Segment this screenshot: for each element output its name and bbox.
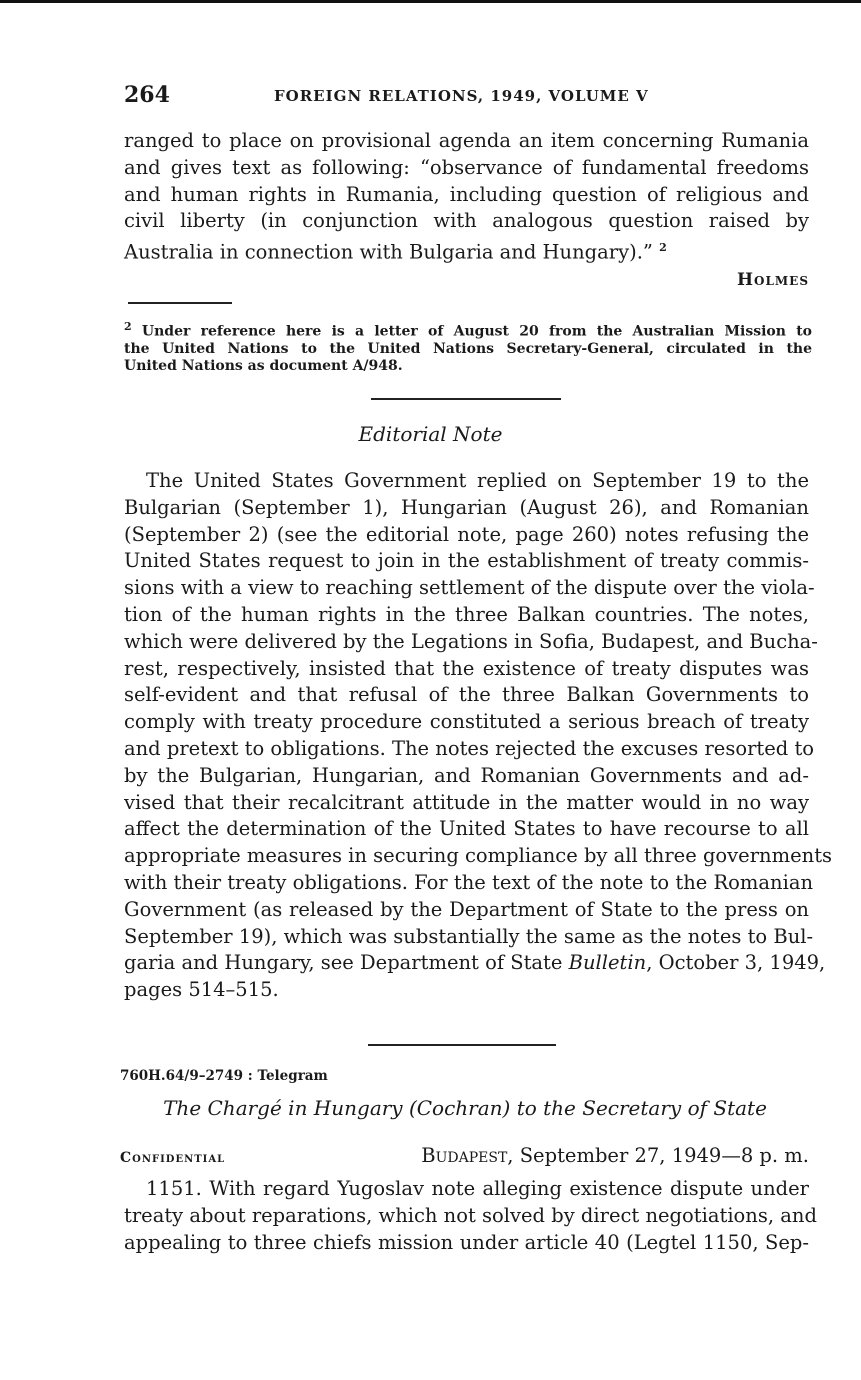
text-line: civil liberty (in conjunction with analogous question raised by (124, 209, 809, 233)
editorial-paragraph (124, 468, 833, 1004)
footnote-line (124, 318, 812, 341)
text-line: self-evident and that refusal of the three Balkan Governments to (124, 683, 809, 707)
intro-paragraph (124, 128, 809, 266)
text-line-start: garia and Hungary, see Department of State (124, 951, 569, 975)
text-line: appealing to three chiefs mission under article 40 (Legtel 1150, Sep- (124, 1230, 809, 1254)
classification: Confidential (120, 1150, 226, 1166)
editorial-note-title: Editorial Note (358, 422, 503, 446)
bulletin-title: Bulletin (568, 951, 647, 975)
footnote-line: the United Nations to the United Nations Secretary-General, circulated in the (124, 340, 812, 357)
text-line: appropriate measures in securing compliance by all three governments (124, 844, 833, 868)
section-divider (368, 1044, 556, 1046)
section-divider (371, 398, 561, 400)
text-line: with their treaty obligations. For the text of the note to the Romanian (124, 870, 814, 894)
footnote (124, 318, 812, 375)
place-date (421, 1144, 809, 1167)
document-title: The Chargé in Hungary (Cochran) to the Secretary of State (163, 1096, 767, 1120)
text-line: sions with a view to reaching settlement of the dispute over the viola- (124, 576, 815, 600)
text-line: The United States Government replied on September 19 to the (146, 469, 809, 492)
page-number: 264 (124, 82, 170, 108)
text-line: Bulgarian (September 1), Hungarian (August 26), and Romanian (124, 495, 809, 519)
text-line (124, 235, 809, 266)
text-line (124, 950, 826, 977)
text-line: treaty about reparations, which not solved by direct negotiations, and (124, 1203, 817, 1227)
date: , September 27, 1949—8 p. m. (507, 1144, 809, 1167)
text-line: September 19), which was substantially the same as the notes to Bul- (124, 924, 814, 948)
place: Budapest (421, 1144, 508, 1167)
footnote-line: United Nations as document A/948. (124, 357, 403, 374)
text-line: and human rights in Rumania, including question of religious and (124, 182, 809, 206)
footnote-line-content: Under reference here is a letter of August 20 from the Australian Mission to (141, 323, 812, 340)
text-line: and pretext to obligations. The notes rejected the excuses resorted to (124, 736, 815, 760)
text-line: United States request to join in the establishment of treaty commis- (124, 549, 809, 573)
text-line: tion of the human rights in the three Balkan countries. The notes, (124, 602, 809, 626)
footnote-rule (128, 302, 232, 304)
running-head: FOREIGN RELATIONS, 1949, VOLUME V (274, 87, 649, 105)
text-line: and gives text as following: “observance of fundamental freedoms (124, 155, 809, 179)
text-line: pages 514–515. (124, 978, 279, 1002)
text-line: 1151. With regard Yugoslav note alleging existence dispute under (146, 1177, 809, 1200)
text-line: comply with treaty procedure constituted a serious breach of treaty (124, 710, 809, 734)
file-number: 760H.64/9–2749 : Telegram (120, 1068, 328, 1084)
signature: Holmes (736, 270, 809, 290)
text-line: affect the determination of the United States to have recourse to all (124, 817, 809, 841)
footnote-marker: 2 (124, 320, 132, 333)
text-line: which were delivered by the Legations in Sofia, Budapest, and Bucha- (124, 629, 818, 653)
page-header (124, 82, 814, 112)
page-top-rule (0, 0, 861, 3)
text-line: vised that their recalcitrant attitude in the matter would in no way (124, 790, 809, 814)
text-line: Government (as released by the Department of State to the press on (124, 897, 809, 921)
text-line: (September 2) (see the editorial note, page 260) notes refusing the (124, 522, 809, 546)
footnote-reference: 2 (659, 241, 667, 255)
telegram-body (124, 1176, 817, 1256)
text-line: rest, respectively, insisted that the existence of treaty disputes was (124, 656, 809, 680)
text-line: ranged to place on provisional agenda an item concerning Rumania (124, 129, 809, 152)
text-line: by the Bulgarian, Hungarian, and Romanian Governments and ad- (124, 763, 809, 787)
text-line-end: , October 3, 1949, (646, 951, 826, 975)
text-line-content: Australia in connection with Bulgaria and Hungary).” (124, 240, 653, 264)
dateline (120, 1144, 809, 1172)
